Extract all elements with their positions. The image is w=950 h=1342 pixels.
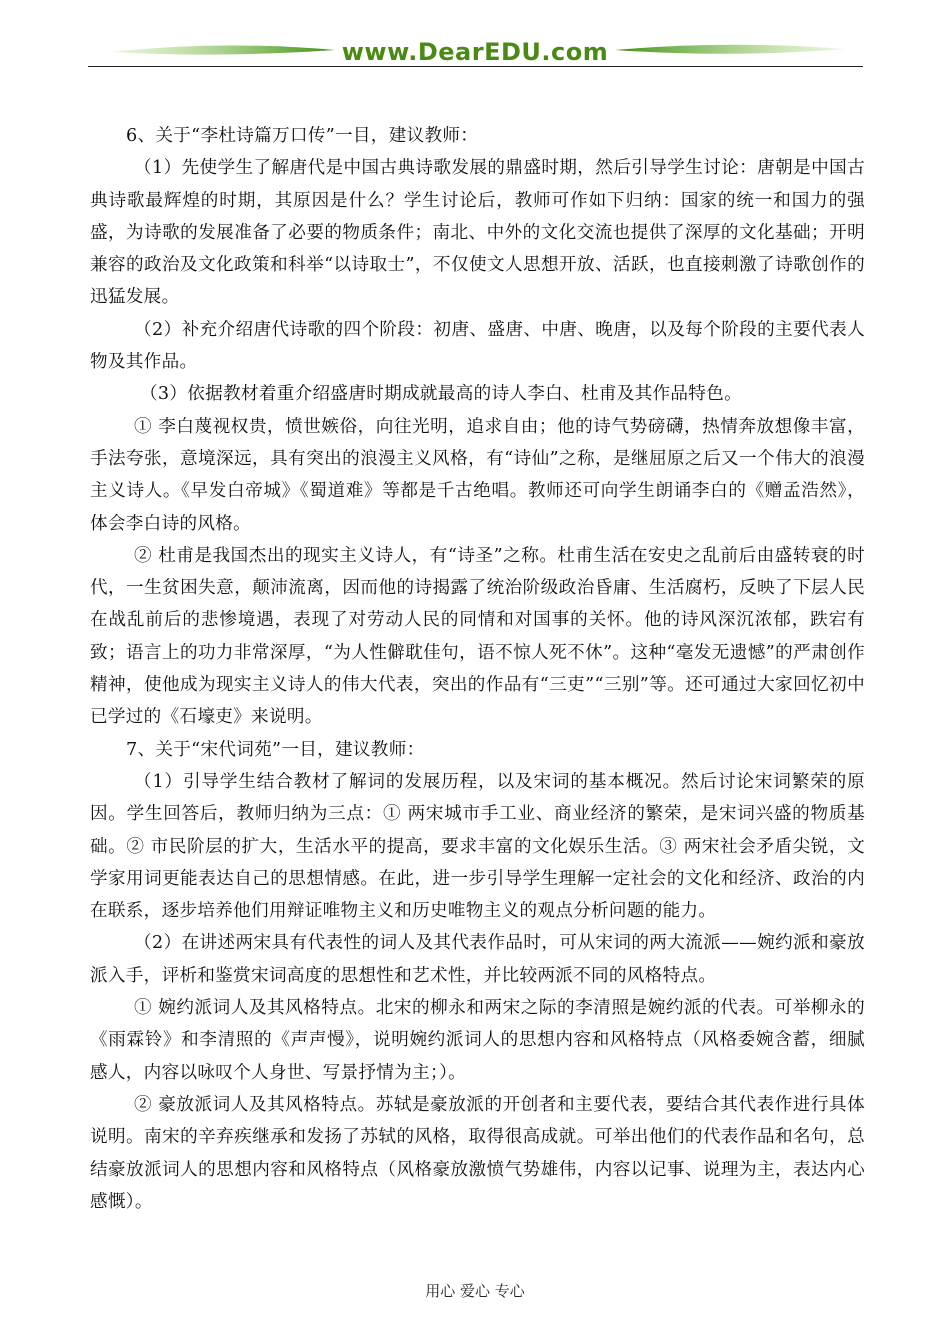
left-leaf-swoosh: [110, 45, 335, 54]
paragraph: ② 杜甫是我国杰出的现实主义诗人，有“诗圣”之称。杜甫生活在安史之乱前后由盛转衰的时代，一生贫困失意，颠沛流离，因而他的诗揭露了统治阶级政治昏庸、生活腐朽，反映了下层人民在战乱前后的悲惨境遇，表现了对劳动人民的同情和对国事的关怀。他的诗风深沉浓郁，跌宕有致；语言上的功力非常深厚，“为人性僻耽佳句，语不惊人死不休”。这种“毫发无遗憾”的严肃创作精神，使他成为现实主义诗人的伟大代表，突出的作品有“三吏”“三别”等。还可通过大家回忆初中已学过的《石壕吏》来说明。: [90, 545, 865, 728]
document-body: [90, 120, 865, 1218]
paragraph: （2）在讲述两宋具有代表性的词人及其代表作品时，可从宋词的两大流派——婉约派和豪放派入手，评析和鉴赏宋词高度的思想性和艺术性，并比较两派不同的风格特点。: [90, 933, 865, 986]
page-header: [0, 0, 950, 80]
paragraph: （1）引导学生结合教材了解词的发展历程，以及宋词的基本概况。然后讨论宋词繁荣的原因。学生回答后，教师归纳为三点：① 两宋城市手工业、商业经济的繁荣，是宋词兴盛的物质基础。② 市民阶层的扩大，生活水平的提高，要求丰富的文化娱乐生活。③ 两宋社会矛盾尖锐，文学家用词更能表达自己的思想情感。在此，进一步引导学生理解一定社会的文化和经济、政治的内在联系，逐步培养他们用辩证唯物主义和历史唯物主义的观点分析问题的能力。: [90, 771, 865, 922]
paragraph: （1）先使学生了解唐代是中国古典诗歌发展的鼎盛时期，然后引导学生讨论：唐朝是中国古典诗歌最辉煌的时期，其原因是什么？学生讨论后，教师可作如下归纳：国家的统一和国力的强盛，为诗歌的发展准备了必要的物质条件；南北、中外的文化交流也提供了深厚的文化基础；开明兼容的政治及文化政策和科举“以诗取士”，不仅使文人思想开放、活跃，也直接刺激了诗歌创作的迅猛发展。: [90, 158, 865, 308]
header-rule: [88, 66, 863, 67]
section-6-heading: 6、关于“李杜诗篇万口传”一目，建议教师：: [126, 126, 479, 146]
site-logo-text: www.DearEDU.com: [341, 38, 609, 66]
page-footer: 用心 爱心 专心: [425, 1282, 525, 1300]
paragraph: ① 婉约派词人及其风格特点。北宋的柳永和两宋之际的李清照是婉约派的代表。可举柳永的《雨霖铃》和李清照的《声声慢》，说明婉约派词人的思想内容和风格特点（风格委婉含蓄，细腻感人，内容以咏叹个人身世、写景抒情为主；）。: [90, 998, 865, 1083]
paragraph: （2）补充介绍唐代诗歌的四个阶段：初唐、盛唐、中唐、晚唐，以及每个阶段的主要代表人物及其作品。: [90, 319, 865, 373]
paragraph: （3）依据教材着重介绍盛唐时期成就最高的诗人李白、杜甫及其作品特色。: [140, 384, 742, 405]
right-leaf-swoosh: [615, 45, 845, 54]
paragraph: ② 豪放派词人及其风格特点。苏轼是豪放派的开创者和主要代表，要结合其代表作进行具体说明。南宋的辛弃疾继承和发扬了苏轼的风格，取得很高成就。可举出他们的代表作品和名句，总结豪放派词人的思想内容和风格特点（风格豪放激愤气势雄伟，内容以记事、说理为主，表达内心感慨）。: [90, 1094, 865, 1212]
paragraph: ① 李白蔑视权贵，愤世嫉俗，向往光明，追求自由；他的诗气势磅礴，热情奔放想像丰富，手法夸张，意境深远，具有突出的浪漫主义风格，有“诗仙”之称，是继屈原之后又一个伟大的浪漫主义诗人。《早发白帝城》《蜀道难》等都是千古绝唱。教师还可向学生朗诵李白的《赠孟浩然》，体会李白诗的风格。: [90, 416, 865, 534]
section-7-heading: 7、关于“宋代词苑”一目，建议教师：: [126, 739, 425, 760]
